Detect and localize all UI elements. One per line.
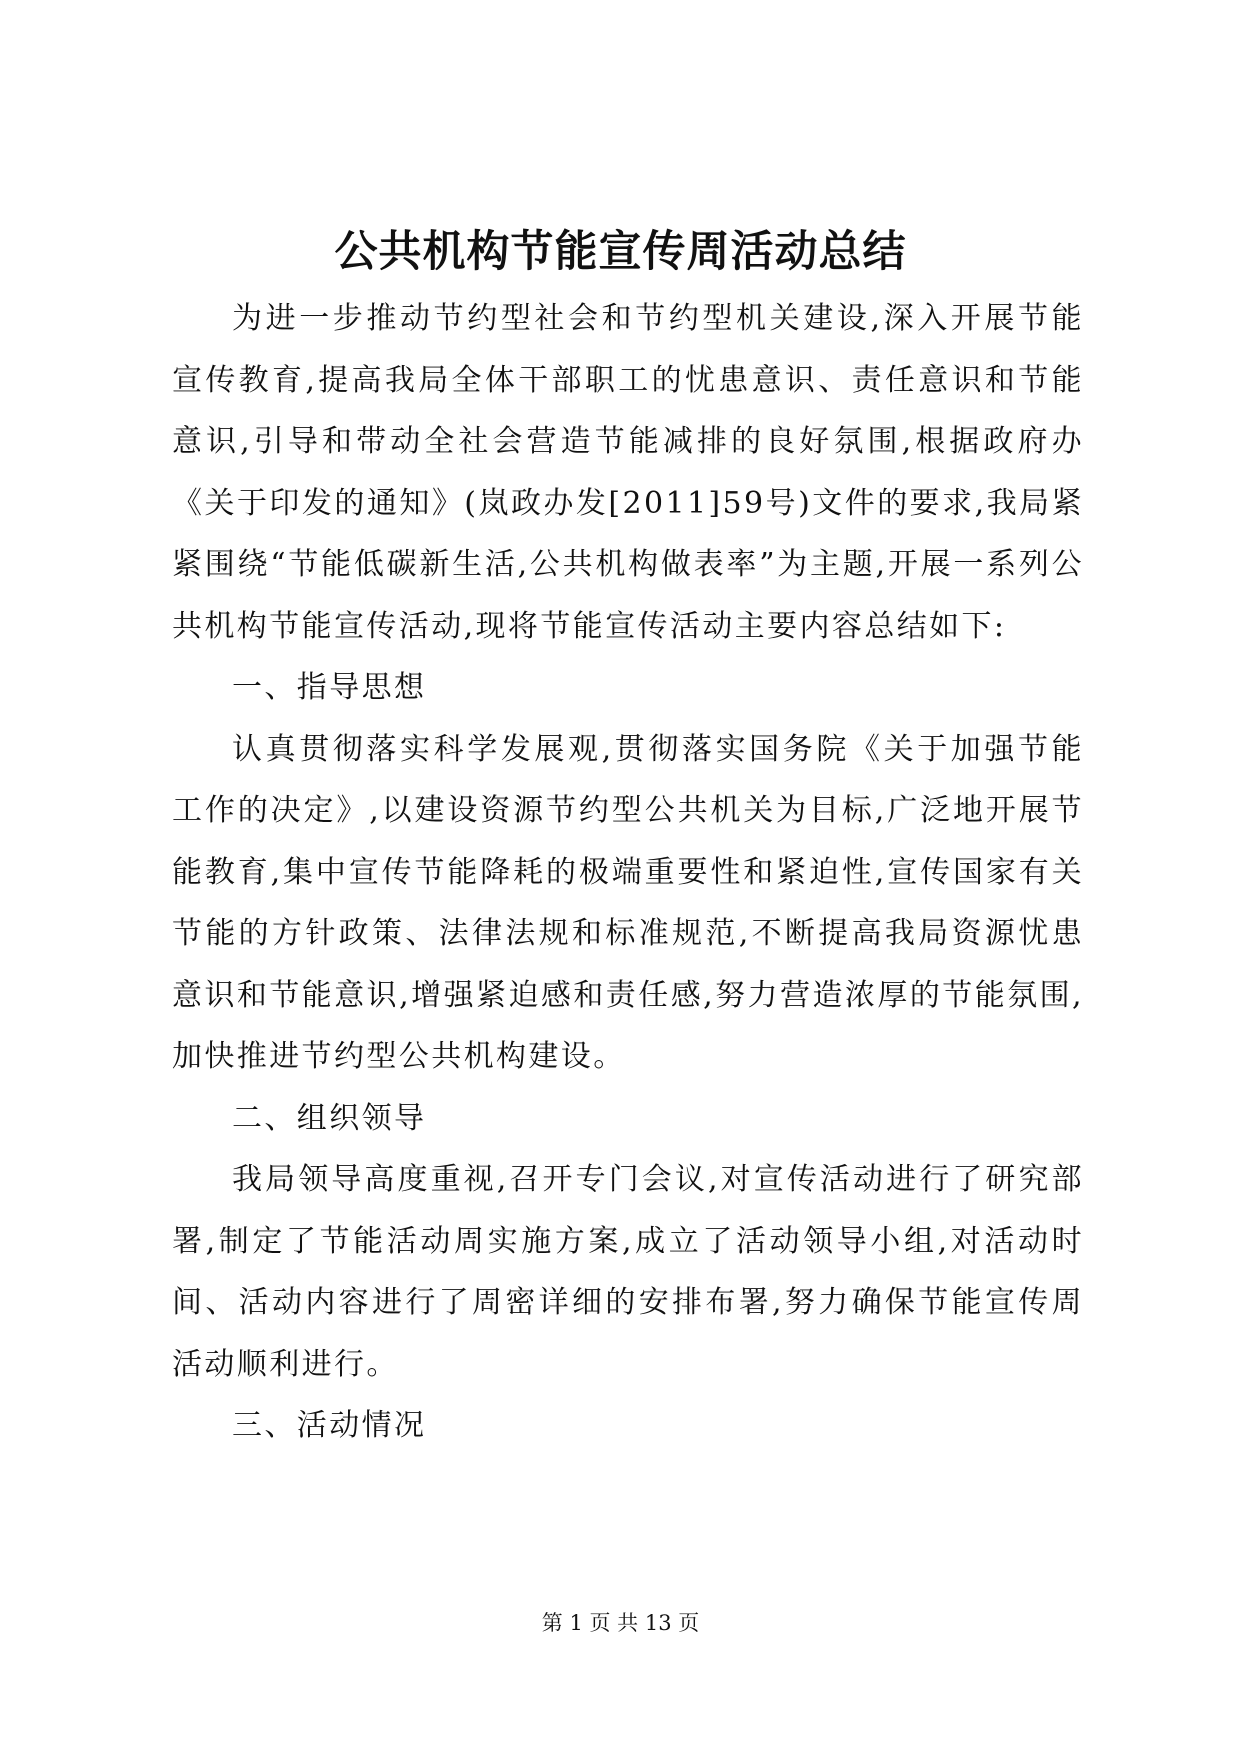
page-number-footer: 第 1 页 共 13 页: [541, 1611, 700, 1635]
guiding-ideology-paragraph: 认真贯彻落实科学发展观,贯彻落实国务院《关于加强节能工作的决定》,以建设资源节约型公共机关为目标,广泛地开展节能教育,集中宣传节能降耗的极端重要性和紧迫性,宣传国家有关节能的方针政策、法律法规和标准规范,不断提高我局资源忧患意识和节能意识,增强紧迫感和责任感,努力营造浓厚的节能氛围,加快推进节约型公共机构建设。: [172, 731, 1084, 1074]
section-heading-guiding-ideology: 一、指导思想: [232, 670, 427, 705]
document-body: [172, 288, 1084, 1457]
section-heading-organization: 二、组织领导: [232, 1100, 427, 1136]
section-heading-activities: 三、活动情况: [232, 1408, 427, 1443]
document-title: 公共机构节能宣传周活动总结: [334, 227, 907, 277]
organization-paragraph: 我局领导高度重视,召开专门会议,对宣传活动进行了研究部署,制定了节能活动周实施方案,成立了活动领导小组,对活动时间、活动内容进行了周密详细的安排布署,努力确保节能宣传周活动顺利进行。: [172, 1162, 1084, 1382]
intro-paragraph: 为进一步推动节约型社会和节约型机关建设,深入开展节能宣传教育,提高我局全体干部职工的忧患意识、责任意识和节能意识,引导和带动全社会营造节能减排的良好氛围,根据政府办《关于印发的通知》(岚政办发[2011]59号)文件的要求,我局紧紧围绕“节能低碳新生活,公共机构做表率”为主题,开展一系列公共机构节能宣传活动,现将节能宣传活动主要内容总结如下:: [172, 301, 1084, 644]
